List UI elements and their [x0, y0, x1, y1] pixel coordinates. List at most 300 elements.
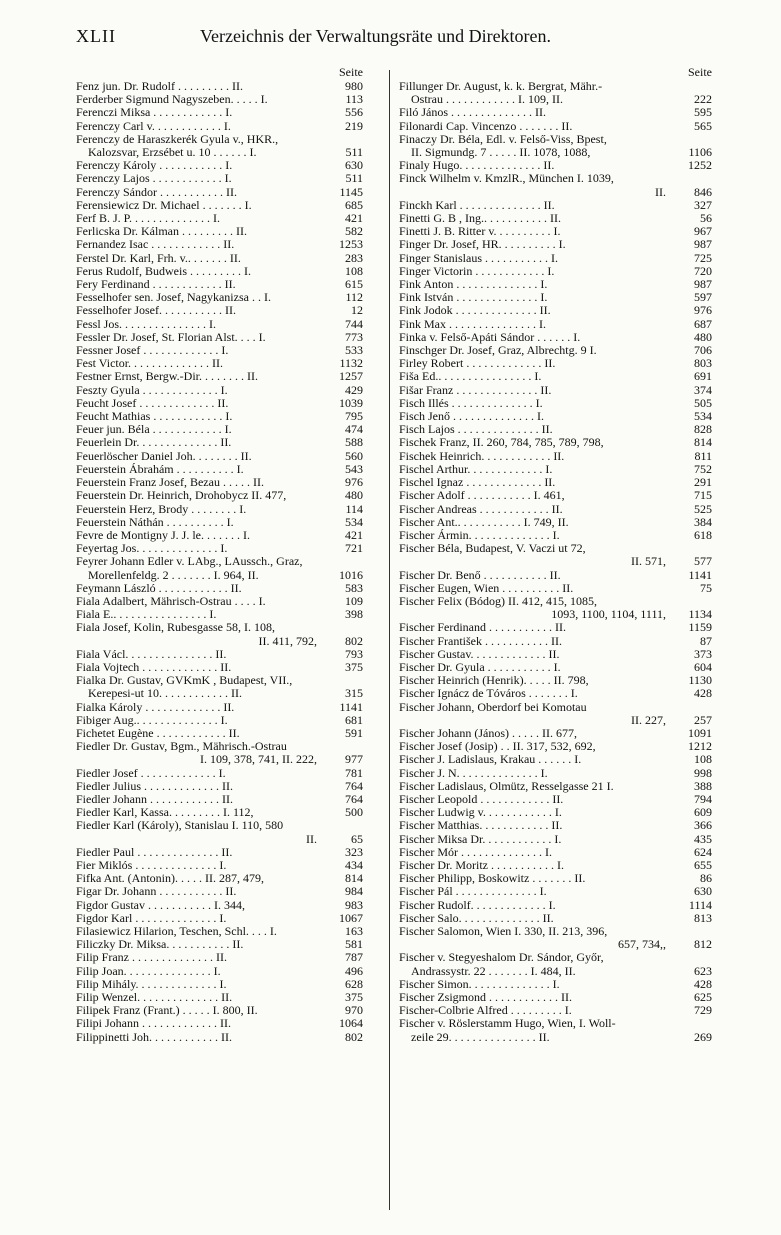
index-entry — [399, 701, 712, 727]
entry-page-number: 283 — [345, 250, 363, 265]
entry-page-number: 720 — [694, 263, 712, 278]
entry-text: Fiedler Karl, Kassa. . . . . . . . . I. 112, — [76, 805, 254, 820]
entry-page-number: 983 — [345, 897, 363, 912]
index-entry — [76, 674, 363, 700]
entry-page-number: 366 — [694, 818, 712, 833]
entry-page-number: 222 — [694, 92, 712, 107]
index-entry — [399, 252, 712, 265]
entry-page-number: 525 — [694, 501, 712, 516]
entry-page-number: 1132 — [339, 356, 363, 371]
entry-text: Figdor Karl . . . . . . . . . . . . . . I. — [76, 910, 227, 925]
index-entry — [76, 846, 363, 859]
entry-text: Fink Anton . . . . . . . . . . . . . . I. — [399, 277, 548, 292]
index-entry — [399, 780, 712, 793]
index-entry — [76, 450, 363, 463]
entry-text: Feyertag Jos. . . . . . . . . . . . . . I. — [76, 541, 228, 556]
entry-text: Fischer Miksa Dr. . . . . . . . . . . . I. — [399, 831, 562, 846]
entry-continuation: Kalozsvar, Erzsébet u. 10 . . . . . . I. — [88, 145, 257, 160]
entry-text: Feuer jun. Béla . . . . . . . . . . . . I. — [76, 422, 232, 437]
entry-page-number: 113 — [345, 92, 363, 107]
entry-text: Fischer Salomon, Wien I. 330, II. 213, 396, — [399, 924, 608, 938]
entry-text: Finaly Hugo. . . . . . . . . . . . . . II. — [399, 158, 555, 173]
entry-text: Fischer Ladislaus, Olmütz, Resselgasse 21 I. — [399, 778, 614, 793]
entry-page-number: 977 — [345, 752, 363, 767]
index-entry — [399, 450, 712, 463]
index-entry — [399, 951, 712, 977]
right-entry-list — [399, 80, 712, 1044]
entry-text: Fisch Lajos . . . . . . . . . . . . . . II. — [399, 422, 553, 437]
entry-continuation: zeile 29. . . . . . . . . . . . . . . II. — [411, 1029, 550, 1044]
entry-page-number: 565 — [694, 118, 712, 133]
entry-page-number: 624 — [694, 844, 712, 859]
entry-page-number: 56 — [700, 211, 712, 226]
entry-page-number: 976 — [694, 303, 712, 318]
entry-page-number: 1145 — [339, 184, 363, 199]
entry-page-number: 591 — [345, 725, 363, 740]
entry-text: Fischer Andreas . . . . . . . . . . . . II. — [399, 501, 563, 516]
entry-text: Fischer Heinrich (Henrik). . . . . II. 798, — [399, 673, 589, 688]
entry-page-number: 480 — [694, 329, 712, 344]
entry-page-number: 618 — [694, 527, 712, 542]
entry-text: Fischer J. N. . . . . . . . . . . . . . I. — [399, 765, 548, 780]
entry-text: Ferderber Sigmund Nagyszeben. . . . . I. — [76, 92, 268, 107]
entry-page-number: 108 — [345, 263, 363, 278]
index-entry — [399, 106, 712, 119]
entry-page-number: 795 — [345, 409, 363, 424]
entry-page-number: 597 — [694, 290, 712, 305]
entry-page-number: 588 — [345, 435, 363, 450]
entry-page-number: 630 — [345, 158, 363, 173]
index-entry — [76, 899, 363, 912]
index-entry — [399, 80, 712, 106]
index-entry — [399, 542, 712, 568]
entry-text: Fiala Josef, Kolin, Rubesgasse 58, I. 108, — [76, 620, 275, 635]
entry-text: Feszty Gyula . . . . . . . . . . . . . I. — [76, 382, 228, 397]
entry-text: Ferlicska Dr. Kálman . . . . . . . . . II. — [76, 224, 247, 239]
index-entry — [399, 582, 712, 595]
index-entry — [76, 436, 363, 449]
entry-text: Fischer Eugen, Wien . . . . . . . . . . II. — [399, 580, 574, 595]
entry-text: Fiša Ed.. . . . . . . . . . . . . . . . I. — [399, 369, 542, 384]
entry-page-number: 813 — [694, 910, 712, 925]
entry-page-number: 86 — [700, 871, 712, 886]
entry-text: Filó János . . . . . . . . . . . . . . II. — [399, 105, 546, 120]
index-entry — [399, 648, 712, 661]
entry-page-number: 729 — [694, 1003, 712, 1018]
index-entry — [399, 569, 712, 582]
entry-page-number: 811 — [694, 448, 712, 463]
entry-text: Filip Franz . . . . . . . . . . . . . . II. — [76, 950, 227, 965]
entry-page-number: 846 — [694, 184, 712, 199]
entry-page-number: 721 — [345, 541, 363, 556]
entry-text: Figdor Gustav . . . . . . . . . . . I. 344, — [76, 897, 245, 912]
entry-continuation: II. — [655, 184, 666, 199]
index-entry — [76, 516, 363, 529]
entry-text: Fischer Simon. . . . . . . . . . . . . . I. — [399, 976, 560, 991]
entry-continuation: Ostrau . . . . . . . . . . . . I. 109, II. — [411, 92, 563, 107]
index-entry — [399, 885, 712, 898]
entry-page-number: 630 — [694, 884, 712, 899]
entry-text: Fesselhofer Josef. . . . . . . . . . . II. — [76, 303, 236, 318]
entry-page-number: 87 — [700, 633, 712, 648]
entry-text: Ferenczy Károly . . . . . . . . . . . I. — [76, 158, 233, 173]
entry-page-number: 511 — [345, 171, 363, 186]
entry-text: Fischer Dr. Benő . . . . . . . . . . . II. — [399, 567, 561, 582]
index-entry — [76, 252, 363, 265]
entry-text: Filip Joan. . . . . . . . . . . . . . . I. — [76, 963, 221, 978]
page-number: XLII — [76, 26, 116, 46]
entry-text: Ferus Rudolf, Budweis . . . . . . . . . I. — [76, 263, 251, 278]
entry-continuation: II. Sigmundg. 7 . . . . . II. 1078, 1088, — [411, 145, 591, 160]
index-entry — [76, 951, 363, 964]
entry-page-number: 802 — [345, 633, 363, 648]
entry-text: Filipi Johann . . . . . . . . . . . . . II. — [76, 1016, 231, 1031]
entry-page-number: 434 — [345, 857, 363, 872]
entry-text: Fischer v. Stegyeshalom Dr. Sándor, Győr, — [399, 950, 604, 965]
entry-text: Fischer Ignácz de Tóváros . . . . . . . I. — [399, 686, 578, 701]
entry-page-number: 1130 — [688, 673, 712, 688]
entry-text: Feymann László . . . . . . . . . . . . II. — [76, 580, 242, 595]
left-seite-label: Seite — [339, 65, 363, 79]
entry-page-number: 595 — [694, 105, 712, 120]
entry-text: Fischer Ludwig v. . . . . . . . . . . . I. — [399, 805, 562, 820]
entry-page-number: 691 — [694, 369, 712, 384]
entry-page-number: 802 — [345, 1029, 363, 1044]
entry-text: Feuerstein Dr. Heinrich, Drohobycz II. 477, — [76, 488, 287, 503]
entry-page-number: 803 — [694, 356, 712, 371]
index-entry — [399, 503, 712, 516]
entry-text: Fernandez Isac . . . . . . . . . . . . II. — [76, 237, 235, 252]
entry-text: Ferf B. J. P. . . . . . . . . . . . . . I. — [76, 211, 221, 226]
entry-text: Fischer František . . . . . . . . . . . II. — [399, 633, 562, 648]
entry-continuation: II. 571, — [631, 554, 666, 569]
entry-page-number: 1257 — [339, 369, 363, 384]
entry-text: Firley Robert . . . . . . . . . . . . . II. — [399, 356, 556, 371]
entry-text: Fiala Václ. . . . . . . . . . . . . . . II. — [76, 646, 227, 661]
entry-text: Feuerstein Náthán . . . . . . . . . . I. — [76, 514, 234, 529]
index-entry — [76, 186, 363, 199]
entry-text: Fischer Philipp, Boskowitz . . . . . . . II. — [399, 871, 586, 886]
entry-text: Fischer Felix (Bódog) II. 412, 415, 1085, — [399, 593, 597, 608]
entry-text: Finetti J. B. Ritter v. . . . . . . . . . I. — [399, 224, 561, 239]
entry-text: Finger Victorin . . . . . . . . . . . . I. — [399, 263, 555, 278]
entry-page-number: 715 — [694, 488, 712, 503]
entry-text: Fessler Dr. Josef, St. Florian Alst. . . . I. — [76, 329, 266, 344]
entry-page-number: 623 — [694, 963, 712, 978]
entry-page-number: 1134 — [688, 607, 712, 622]
entry-page-number: 628 — [345, 976, 363, 991]
index-entry — [399, 846, 712, 859]
entry-page-number: 987 — [694, 237, 712, 252]
entry-continuation: 657, 734,, — [618, 937, 666, 952]
index-entry — [399, 370, 712, 383]
entry-page-number: 604 — [694, 659, 712, 674]
entry-text: Fiedler Josef . . . . . . . . . . . . . I. — [76, 765, 226, 780]
index-entry — [76, 555, 363, 581]
entry-page-number: 685 — [345, 197, 363, 212]
entry-page-number: 984 — [345, 884, 363, 899]
index-entry — [76, 384, 363, 397]
entry-text: Fischer Ferdinand . . . . . . . . . . . II. — [399, 620, 566, 635]
entry-page-number: 1106 — [688, 145, 712, 160]
entry-text: Ferenczy Lajos . . . . . . . . . . . . I. — [76, 171, 232, 186]
index-entry — [399, 238, 712, 251]
index-entry — [76, 1031, 363, 1044]
entry-text: Fischer Ármin. . . . . . . . . . . . . . I. — [399, 527, 560, 542]
entry-page-number: 428 — [694, 976, 712, 991]
index-entry — [76, 304, 363, 317]
entry-continuation: I. 109, 378, 741, II. 222, — [200, 752, 317, 767]
entry-text: Fischer Rudolf. . . . . . . . . . . . . I. — [399, 897, 556, 912]
entry-text: Festner Ernst, Bergw.-Dir. . . . . . . . II. — [76, 369, 258, 384]
entry-page-number: 764 — [345, 778, 363, 793]
entry-page-number: 500 — [345, 805, 363, 820]
index-entry — [76, 370, 363, 383]
entry-text: Fischer Zsigmond . . . . . . . . . . . . II. — [399, 990, 572, 1005]
index-entry — [76, 714, 363, 727]
index-entry — [399, 304, 712, 317]
entry-text: Filipek Franz (Frant.) . . . . . I. 800, II. — [76, 1003, 258, 1018]
entry-continuation: II. 411, 792, — [258, 633, 317, 648]
left-column — [76, 64, 363, 1044]
entry-text: Filasiewicz Hilarion, Teschen, Schl. . . . I. — [76, 924, 277, 938]
entry-text: Fialka Dr. Gustav, GVKmK , Budapest, VII., — [76, 673, 293, 688]
entry-page-number: 1252 — [688, 158, 712, 173]
index-entry — [399, 595, 712, 621]
entry-continuation: Kerepesi-ut 10. . . . . . . . . . . . II. — [88, 686, 242, 701]
entry-page-number: 65 — [351, 831, 363, 846]
entry-text: Fiedler Johann . . . . . . . . . . . . II. — [76, 791, 233, 806]
entry-text: Ferenczy Carl v. . . . . . . . . . . . I. — [76, 118, 231, 133]
entry-text: Ferensiewicz Dr. Michael . . . . . . . I. — [76, 197, 252, 212]
entry-page-number: 108 — [694, 752, 712, 767]
entry-text: Fischer J. Ladislaus, Krakau . . . . . . I. — [399, 752, 582, 767]
entry-page-number: 375 — [345, 659, 363, 674]
entry-page-number: 752 — [694, 461, 712, 476]
index-entry — [399, 1017, 712, 1043]
index-entry — [76, 238, 363, 251]
entry-page-number: 435 — [694, 831, 712, 846]
entry-page-number: 781 — [345, 765, 363, 780]
entry-text: Fischer Gustav. . . . . . . . . . . . . II. — [399, 646, 560, 661]
entry-text: Fischek Heinrich. . . . . . . . . . . . II. — [399, 448, 565, 463]
entry-text: Fessner Josef . . . . . . . . . . . . . I. — [76, 343, 229, 358]
entry-text: Fibiger Aug.. . . . . . . . . . . . . . I. — [76, 712, 228, 727]
entry-page-number: 970 — [345, 1003, 363, 1018]
index-entry — [399, 833, 712, 846]
entry-text: Fevre de Montigny J. J. le. . . . . . . I. — [76, 527, 250, 542]
entry-text: Feyrer Johann Edler v. LAbg., LAussch., Graz, — [76, 554, 303, 569]
index-entry — [76, 120, 363, 133]
entry-text: Fischek Franz, II. 260, 784, 785, 789, 798, — [399, 435, 604, 450]
entry-page-number: 421 — [345, 211, 363, 226]
entry-text: Fiala Vojtech . . . . . . . . . . . . . II. — [76, 659, 232, 674]
right-column — [399, 64, 712, 1044]
entry-page-number: 583 — [345, 580, 363, 595]
entry-page-number: 534 — [345, 514, 363, 529]
entry-text: Ferenczi Miksa . . . . . . . . . . . . I. — [76, 105, 233, 120]
entry-text: Filip Mihály. . . . . . . . . . . . . . I. — [76, 976, 227, 991]
index-entry — [76, 489, 363, 502]
entry-text: Fischer Dr. Gyula . . . . . . . . . . . I. — [399, 659, 561, 674]
entry-page-number: 429 — [345, 382, 363, 397]
entry-text: Filip Wenzel. . . . . . . . . . . . . . II. — [76, 990, 233, 1005]
entry-text: Fink Jodok . . . . . . . . . . . . . . II. — [399, 303, 551, 318]
entry-text: Fiedler Paul . . . . . . . . . . . . . . II. — [76, 844, 233, 859]
entry-page-number: 75 — [700, 580, 712, 595]
entry-text: Figar Dr. Johann . . . . . . . . . . . II. — [76, 884, 237, 899]
entry-text: Feuerlein Dr. . . . . . . . . . . . . . II. — [76, 435, 232, 450]
entry-page-number: 980 — [345, 79, 363, 93]
entry-page-number: 474 — [345, 422, 363, 437]
entry-text: Finger Stanislaus . . . . . . . . . . . I. — [399, 250, 558, 265]
entry-text: Fischer Béla, Budapest, V. Vaczi ut 72, — [399, 541, 586, 556]
index-entry — [399, 436, 712, 449]
left-entry-list — [76, 80, 363, 1044]
index-entry — [399, 384, 712, 397]
entry-text: Fiala Adalbert, Mährisch-Ostrau . . . . I. — [76, 593, 266, 608]
entry-text: Fillunger Dr. August, k. k. Bergrat, Mähr.- — [399, 79, 603, 93]
entry-text: Fiala E.. . . . . . . . . . . . . . . . I. — [76, 607, 217, 622]
entry-text: Fischer v. Röslerstamm Hugo, Wien, I. Woll- — [399, 1016, 616, 1031]
index-entry — [76, 767, 363, 780]
entry-text: Fink István . . . . . . . . . . . . . . I. — [399, 290, 548, 305]
entry-text: Fink Max . . . . . . . . . . . . . . . I. — [399, 316, 546, 331]
entry-page-number: 687 — [694, 316, 712, 331]
entry-page-number: 327 — [694, 197, 712, 212]
entry-page-number: 480 — [345, 488, 363, 503]
entry-page-number: 1114 — [688, 897, 712, 912]
index-entry — [399, 687, 712, 700]
entry-page-number: 12 — [351, 303, 363, 318]
index-entry — [399, 516, 712, 529]
index-entry — [399, 899, 712, 912]
index-entry — [76, 621, 363, 647]
entry-text: Feucht Josef . . . . . . . . . . . . . II. — [76, 395, 229, 410]
entry-text: Fischer Matthias. . . . . . . . . . . . II. — [399, 818, 563, 833]
index-entry — [399, 318, 712, 331]
index-entry — [76, 701, 363, 714]
entry-text: Fischer Ant.. . . . . . . . . . . I. 749, II. — [399, 514, 569, 529]
entry-page-number: 793 — [345, 646, 363, 661]
entry-continuation: 1093, 1100, 1104, 1111, — [551, 607, 666, 622]
entry-page-number: 109 — [345, 593, 363, 608]
entry-text: Fischel Arthur. . . . . . . . . . . . . I. — [399, 461, 553, 476]
entry-text: Fischer Dr. Moritz . . . . . . . . . . . I. — [399, 857, 564, 872]
entry-page-number: 1016 — [339, 567, 363, 582]
entry-page-number: 681 — [345, 712, 363, 727]
entry-continuation: II. 227, — [631, 712, 666, 727]
entry-text: Fesselhofer sen. Josef, Nagykanizsa . . I. — [76, 290, 271, 305]
entry-text: Fessl Jos. . . . . . . . . . . . . . . I. — [76, 316, 217, 331]
entry-text: Ferenczy Sándor . . . . . . . . . . . II. — [76, 184, 237, 199]
index-entry — [76, 965, 363, 978]
entry-page-number: 1091 — [688, 725, 712, 740]
entry-page-number: 814 — [694, 435, 712, 450]
index-entry — [399, 489, 712, 502]
entry-text: Fier Miklós . . . . . . . . . . . . . . I. — [76, 857, 227, 872]
entry-page-number: 1253 — [339, 237, 363, 252]
entry-page-number: 257 — [694, 712, 712, 727]
entry-page-number: 556 — [345, 105, 363, 120]
entry-page-number: 812 — [694, 937, 712, 952]
entry-page-number: 1064 — [339, 1016, 363, 1031]
entry-page-number: 725 — [694, 250, 712, 265]
entry-page-number: 1141 — [339, 699, 363, 714]
right-seite-label: Seite — [688, 65, 712, 79]
entry-text: Fery Ferdinand . . . . . . . . . . . . II. — [76, 277, 236, 292]
entry-page-number: 998 — [694, 765, 712, 780]
entry-text: Fischer Pál . . . . . . . . . . . . . . I. — [399, 884, 547, 899]
index-entry — [399, 172, 712, 198]
entry-page-number: 828 — [694, 422, 712, 437]
entry-text: Feuerlöscher Daniel Joh. . . . . . . . II. — [76, 448, 252, 463]
entry-text: Fischer Mór . . . . . . . . . . . . . . I. — [399, 844, 552, 859]
entry-text: Filonardi Cap. Vincenzo . . . . . . . II. — [399, 118, 573, 133]
entry-text: Feuerstein Ábrahám . . . . . . . . . . I. — [76, 461, 244, 476]
entry-text: Fischer Johann, Oberdorf bei Komotau — [399, 699, 587, 714]
page-title: Verzeichnis der Verwaltungsräte und Direktoren. — [200, 26, 552, 46]
entry-page-number: 577 — [694, 554, 712, 569]
entry-page-number: 609 — [694, 805, 712, 820]
index-entry — [399, 635, 712, 648]
entry-page-number: 315 — [345, 686, 363, 701]
index-entry — [76, 648, 363, 661]
index-entry — [76, 780, 363, 793]
index-entry — [76, 582, 363, 595]
entry-page-number: 114 — [345, 501, 363, 516]
index-entry — [76, 1017, 363, 1030]
entry-text: Fischel Ignaz . . . . . . . . . . . . . II. — [399, 475, 556, 490]
entry-continuation: II. — [306, 831, 317, 846]
entry-text: Fischer Johann (János) . . . . . II. 677, — [399, 725, 577, 740]
entry-page-number: 511 — [345, 145, 363, 160]
index-entry — [399, 767, 712, 780]
index-entry — [76, 740, 363, 766]
entry-text: Fischer Josef (Josip) . . II. 317, 532, 692, — [399, 739, 596, 754]
entry-page-number: 163 — [345, 924, 363, 938]
entry-page-number: 291 — [694, 475, 712, 490]
entry-text: Finger Dr. Josef, HR. . . . . . . . . . I. — [399, 237, 566, 252]
index-entry — [76, 819, 363, 845]
entry-page-number: 375 — [345, 990, 363, 1005]
entry-page-number: 625 — [694, 990, 712, 1005]
entry-page-number: 112 — [345, 290, 363, 305]
entry-text: Fischer-Colbrie Alfred . . . . . . . . . I. — [399, 1003, 572, 1018]
index-entry — [76, 172, 363, 185]
entry-page-number: 787 — [345, 950, 363, 965]
entry-page-number: 976 — [345, 475, 363, 490]
entry-text: Filiczky Dr. Miksa. . . . . . . . . . . II. — [76, 937, 244, 952]
entry-continuation: Andrassystr. 22 . . . . . . . I. 484, II. — [411, 963, 576, 978]
entry-page-number: 428 — [694, 686, 712, 701]
entry-page-number: 421 — [345, 527, 363, 542]
entry-page-number: 773 — [345, 329, 363, 344]
entry-text: Ferstel Dr. Karl, Frh. v.. . . . . . . II. — [76, 250, 241, 265]
entry-text: Finckh Karl . . . . . . . . . . . . . . II. — [399, 197, 555, 212]
entry-text: Fischer Salo. . . . . . . . . . . . . . II. — [399, 910, 554, 925]
entry-text: Fenz jun. Dr. Rudolf . . . . . . . . . II. — [76, 79, 243, 93]
entry-page-number: 764 — [345, 791, 363, 806]
page-header — [76, 26, 712, 52]
entry-page-number: 1067 — [339, 910, 363, 925]
entry-text: Fialka Károly . . . . . . . . . . . . . II. — [76, 699, 235, 714]
entry-page-number: 582 — [345, 224, 363, 239]
entry-text: Fiedler Dr. Gustav, Bgm., Mährisch.-Ostrau — [76, 739, 287, 754]
entry-text: Fifka Ant. (Antonin). . . . . II. 287, 479, — [76, 871, 264, 886]
entry-continuation: Morellenfeldg. 2 . . . . . . . I. 964, II. — [88, 567, 259, 582]
entry-text: Fiedler Karl (Károly), Stanislau I. 110, 580 — [76, 818, 284, 833]
